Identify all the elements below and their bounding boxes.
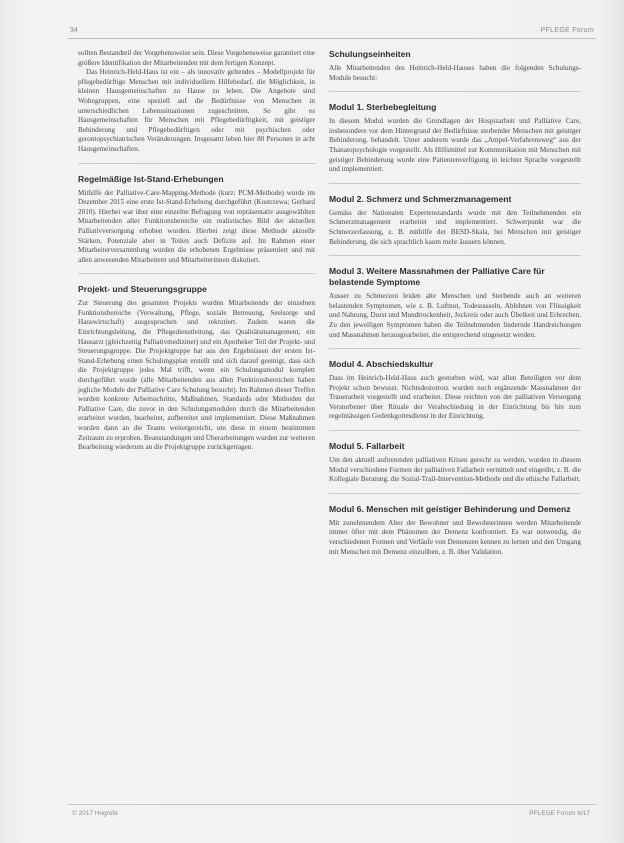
module-text: Um den aktuell auftretenden palliativen Krisen gerecht zu werden, wurden in diesem Modul verschiedene Formen der palliativen Fallarbeit vermittelt und eingeübt, z. B. die Kollegiale Beratung, die Sozial-Trail-Intervention-Methode und die ethische Fallarbeit.	[329, 456, 581, 484]
section-intro-schulung: Alle Mitarbeitenden des Heinrich-Held-Hauses haben die folgenden Schulungs-Module besucht:	[329, 64, 581, 82]
section-divider	[78, 163, 315, 164]
footer-issue: PFLEGE Forum 6/17	[529, 810, 590, 817]
module-text: Mit zunehmendem Alter der Bewohner und Bewohnerinnen werden Mitarbeitende immer öfter mit dem Phänomen der Demenz konfrontiert. Es war notwendig, die verschiedenen Formen und Verläufe von Demenzen kennen zu lernen und den Umgang mit Menschen mit Demenz einzuüben, z. B. über Validation.	[329, 518, 581, 556]
right-column	[329, 49, 581, 557]
page-number: 34	[70, 27, 78, 34]
module-heading: Modul 6. Menschen mit geistiger Behinderung und Demenz	[329, 503, 571, 514]
module-text: Dass im Heinrich-Held-Haus auch gestorben wird, war allen Beteiligten vor dem Projekt schon bewusst. Nichtsdestotrotz wurden noch ergänzende Massnahmen der Trauerarbeit vorgestellt und erarbeitet. Diese reichten von der palliativen Versorgung Verstorbener über Rituale der Verabschiedung in der Einrichtung bis hin zum regelmässigen Gedenkgottesdienst in der Einrichtung.	[329, 374, 581, 421]
module-text: Gemäss der Nationalen Expertenstandards wurde mit den Teilnehmenden ein Schmerzmanagement erarbeitet und implementiert. Schwerpunkt war die Schmerzerfassung, z. B. mithilfe der BESD-Skala, bei Menschen mit geistiger Behinderung, die sich sprachlich kaum mehr äussern können.	[329, 208, 581, 246]
section-divider	[329, 91, 581, 92]
section-divider	[78, 273, 315, 274]
section-divider	[329, 183, 581, 184]
section-divider	[329, 255, 581, 256]
module-heading: Modul 3. Weitere Massnahmen der Palliative Care für belastende Symptome	[329, 266, 545, 288]
module-text: Ausser zu Schmerzen leiden alte Menschen und Sterbende auch an weiteren belastenden Symptomen, wie z. B. Luftnot, Todesrasseln, Ablehnen von Flüssigkeit und Nahrung, Durst und Mundtrockenheit, Juckreiz oder auch Übelkeit und Erbrechen. Zu den jeweiligen Symptomen haben die Teilnehmenden lindernde Handreichungen und Massnahmen herausgearbeitet, die entsprechend eingesetzt werden.	[329, 292, 581, 339]
module-heading: Modul 5. Fallarbeit	[329, 441, 405, 452]
section-divider	[329, 430, 581, 431]
module-heading: Modul 1. Sterbebegleitung	[329, 102, 437, 113]
module-text: In diesem Modul wurden die Grundlagen der Hospizarbeit und Palliative Care, insbesondere vor dem Hintergrund der Bedürfnisse sterbender Menschen mit geistiger Behinderung, behandelt. Unter anderem wurde das „Ampel-Verfahrensweg“ aus der Thanatopsychologie vorgestellt. Als Hilfsmittel zur Kommunikation mit Menschen mit geistiger Behinderung wurde eine Patientenverfügung in leichter Sprache vorgestellt und implementiert.	[329, 117, 581, 174]
module-heading: Modul 4. Abschiedskultur	[329, 359, 434, 370]
intro-paragraph-2: Das Heinrich-Held-Haus ist ein – als innovativ geltendes – Modellprojekt für pflegebedürftige Menschen mit individuellem Hilfebedarf, die Möglichkeit, in kleinen Hausgemeinschaften zu Hause zu leben. Die Angebote sind Wohngruppen, eine speziell auf die Bedürfnisse von Menschen in unterschiedlichen Lebenssituationen zugeschnitten. So gibt es Hausgemeinschaften für Menschen mit Pflegebedürftigkeit, mit geistiger Behinderung und Pflegebedürftigen oder mit psychischen oder gerontopsychiatrischen Veränderungen. Insgesamt leben hier 80 Personen in acht Hausgemeinschaften.	[78, 68, 315, 153]
header-rule	[68, 38, 596, 39]
left-column	[78, 49, 315, 453]
section-heading-schulung: Schulungseinheiten	[329, 49, 411, 59]
module-heading: Modul 2. Schmerz und Schmerzmanagement	[329, 193, 512, 204]
footer-rule	[68, 804, 596, 805]
section-text-projektgruppe: Zur Steuerung des gesamten Projekts wurden Mitarbeitende der einzelnen Funktionsbereiche (Verwaltung, Pflege, soziale Betreuung, Seelsorge und Hauswirtschaft) ausgesprochen und rekrutiert. Zudem waren die Einrichtungsleitung, die Pflegedienstleitung, das Qualitätsmanagement, ein Hausarzt (gleichzeitig Palliativmediziner) und ein Apotheker Teil der Projekt- und Steuerungsgruppe. Die Projektgruppe hat aus den Ergebnissen der ersten Ist-Stand-Erhebung einen Schulungsplan erstellt und sich darauf geeinigt, dass sich die Projektgruppe jedes Mal trifft, wenn ein Schulungsmodul komplett durchgeführt wurde (alle Mitarbeitenden aus allen Funktionsbereichen haben jegliche Module der Palliative Care Schulung besucht). Im Rahmen dieser Treffen wurden konkrete Arbeitsschritte, Maßnahmen, Standards oder Methoden der Palliative Care, die zuvor in den Schulungsmodulen durch die Mitarbeitenden erarbeitet wurden, bearbeitet, aufbereitet und implementiert. Diese Maßnahmen wurden dann an die Teams weitergereicht, um diese in einem bestimmten Zeitraum zu erproben. Beanstandungen und Überarbeitungen wurden zur weiteren Bearbeitung wiederum an die Projektgruppe zurückgetragen.	[78, 299, 315, 452]
section-heading-ist-stand: Regelmäßige Ist-Stand-Erhebungen	[78, 173, 224, 184]
footer-copyright: © 2017 Hogrefe	[72, 810, 118, 817]
section-text-ist-stand: Mithilfe der Palliative-Care-Mapping-Methode (kurz: PCM-Methode) wurde im Dezember 2015 eine erste Ist-Stand-Erhebung durchgeführt (Kostrzewa; Gerhard 2010). Hierbei war über eine einzelne Befragung von repräsentativ ausgewählten Mitarbeitenden aller Funktionsbereiche ein realistisches Bild der aktuellen Palliativversorgung erhoben worden. Hierbei zeigt diese Methode aktuelle Stärken, Potenziale aber in Teilen auch Defizite auf. Im Rahmen einer Mitarbeiterversammlung wurden die erhobenen Ergebnisse präsentiert und mit allen anwesenden Mitarbeitern und Mitarbeiterinnen diskutiert.	[78, 188, 315, 264]
section-divider	[329, 493, 581, 494]
section-heading-projektgruppe: Projekt- und Steuerungsgruppe	[78, 284, 207, 295]
section-divider	[329, 348, 581, 349]
intro-paragraph-1: sollten Bestandteil der Vorgehensweise sein. Diese Vorgehensweise garantiert eine größere Identifikation der Mitarbeitenden mit dem fertigen Konzept.	[78, 49, 315, 67]
journal-title: PFLEGE Forum	[540, 27, 594, 34]
